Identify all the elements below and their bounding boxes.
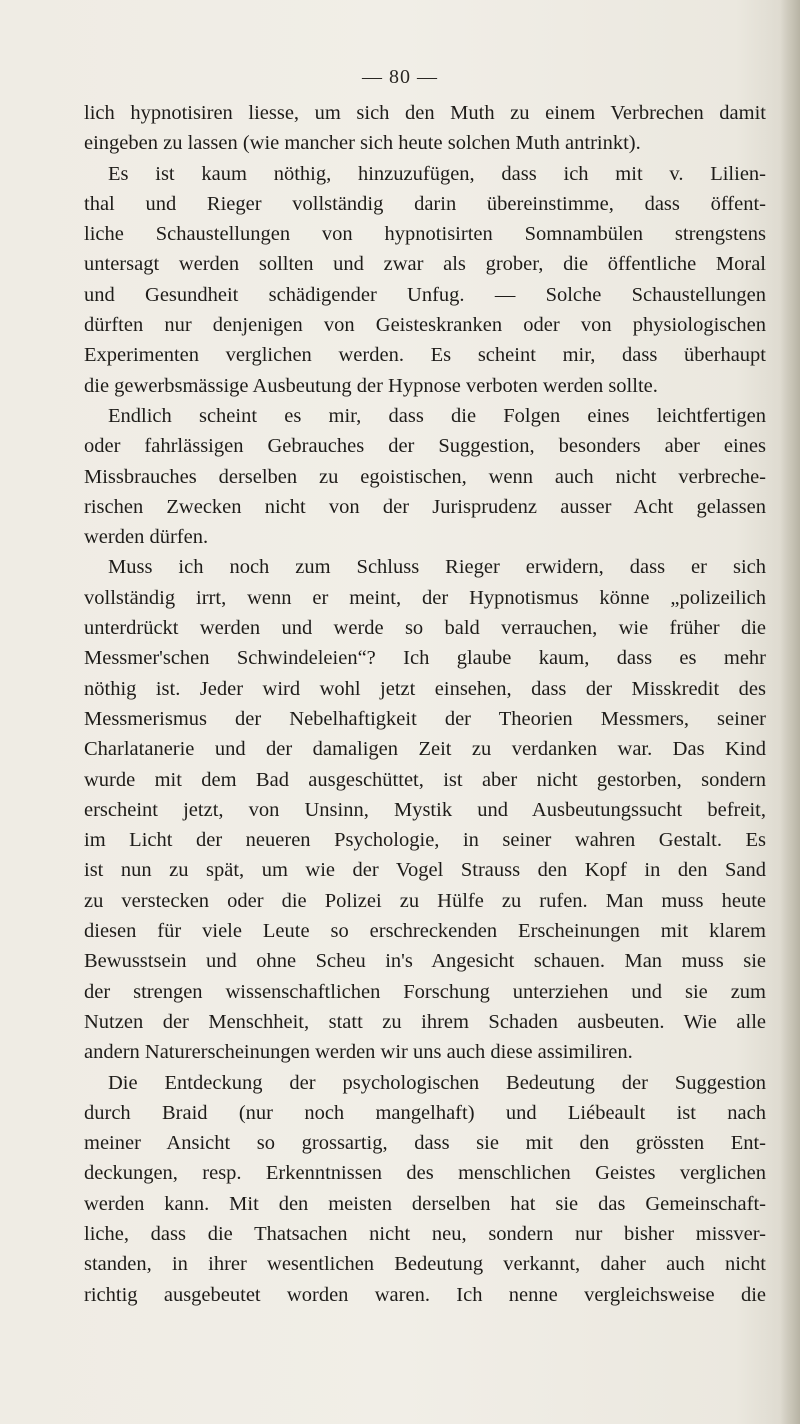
- text-line: thal und Rieger vollständig darin übereinstimme, dass öffent-: [84, 192, 766, 215]
- text-line: andern Naturerscheinungen werden wir uns auch diese assimiliren.: [84, 1041, 633, 1064]
- text-line: Bewusstsein und ohne Scheu in's Angesicht schauen. Man muss sie: [84, 950, 766, 973]
- text-line: der strengen wissenschaftlichen Forschung unterziehen und sie zum: [84, 980, 766, 1003]
- text-line: wurde mit dem Bad ausgeschüttet, ist aber nicht gestorben, sondern: [84, 768, 766, 791]
- text-line: und Gesundheit schädigender Unfug. — Solche Schaustellungen: [84, 283, 766, 306]
- text-line: richtig ausgebeutet worden waren. Ich nenne vergleichsweise die: [84, 1283, 766, 1306]
- text-line: standen, in ihrer wesentlichen Bedeutung verkannt, daher auch nicht: [84, 1253, 766, 1276]
- text-line: diesen für viele Leute so erschreckenden Erscheinungen mit klarem: [84, 920, 766, 943]
- text-line: liche, dass die Thatsachen nicht neu, sondern nur bisher missver-: [84, 1222, 766, 1245]
- page-number: — 80 —: [362, 66, 438, 88]
- text-line: die gewerbsmässige Ausbeutung der Hypnose verboten werden sollte.: [84, 374, 658, 397]
- text-line: Messmer'schen Schwindeleien“? Ich glaube kaum, dass es mehr: [84, 647, 766, 670]
- page-edge-shadow: [780, 0, 800, 1424]
- body-text: [84, 98, 766, 1310]
- text-line: Es ist kaum nöthig, hinzuzufügen, dass ich mit v. Lilien-: [108, 162, 766, 185]
- text-line: Muss ich noch zum Schluss Rieger erwidern, dass er sich: [108, 556, 766, 579]
- text-line: meiner Ansicht so grossartig, dass sie mit den grössten Ent-: [84, 1132, 766, 1155]
- text-line: nöthig ist. Jeder wird wohl jetzt einsehen, dass der Misskredit des: [84, 677, 766, 700]
- text-line: Experimenten verglichen werden. Es scheint mir, dass überhaupt: [84, 344, 766, 367]
- text-line: Missbrauches derselben zu egoistischen, wenn auch nicht verbreche-: [84, 465, 766, 488]
- text-line: Die Entdeckung der psychologischen Bedeutung der Suggestion: [108, 1071, 766, 1094]
- text-line: lich hypnotisiren liesse, um sich den Muth zu einem Verbrechen damit: [84, 102, 766, 124]
- text-line: dürften nur denjenigen von Geisteskranken oder von physiologischen: [84, 314, 766, 337]
- text-line: Endlich scheint es mir, dass die Folgen eines leichtfertigen: [108, 404, 766, 427]
- text-line: erscheint jetzt, von Unsinn, Mystik und Ausbeutungssucht befreit,: [84, 798, 766, 821]
- text-line: ist nun zu spät, um wie der Vogel Strauss den Kopf in den Sand: [84, 859, 766, 882]
- text-line: unterdrückt werden und werde so bald verrauchen, wie früher die: [84, 617, 766, 640]
- text-line: zu verstecken oder die Polizei zu Hülfe zu rufen. Man muss heute: [84, 889, 766, 912]
- text-line: deckungen, resp. Erkenntnissen des menschlichen Geistes verglichen: [84, 1162, 766, 1185]
- text-line: im Licht der neueren Psychologie, in seiner wahren Gestalt. Es: [84, 829, 766, 852]
- text-line: Charlatanerie und der damaligen Zeit zu verdanken war. Das Kind: [84, 738, 766, 761]
- text-line: durch Braid (nur noch mangelhaft) und Liébeault ist nach: [84, 1101, 766, 1124]
- text-line: eingeben zu lassen (wie mancher sich heute solchen Muth antrinkt).: [84, 132, 641, 155]
- text-line: werden dürfen.: [84, 526, 209, 549]
- text-line: untersagt werden sollten und zwar als grober, die öffentliche Moral: [84, 253, 766, 276]
- text-line: oder fahrlässigen Gebrauches der Suggestion, besonders aber eines: [84, 435, 766, 458]
- text-line: rischen Zwecken nicht von der Jurisprudenz ausser Acht gelassen: [84, 495, 766, 518]
- text-line: vollständig irrt, wenn er meint, der Hypnotismus könne „polizeilich: [84, 586, 766, 609]
- text-line: Nutzen der Menschheit, statt zu ihrem Schaden ausbeuten. Wie alle: [84, 1010, 766, 1033]
- text-line: werden kann. Mit den meisten derselben hat sie das Gemeinschaft-: [84, 1192, 766, 1215]
- text-line: liche Schaustellungen von hypnotisirten Somnambülen strengstens: [84, 223, 766, 246]
- text-line: Messmerismus der Nebelhaftigkeit der Theorien Messmers, seiner: [84, 707, 766, 730]
